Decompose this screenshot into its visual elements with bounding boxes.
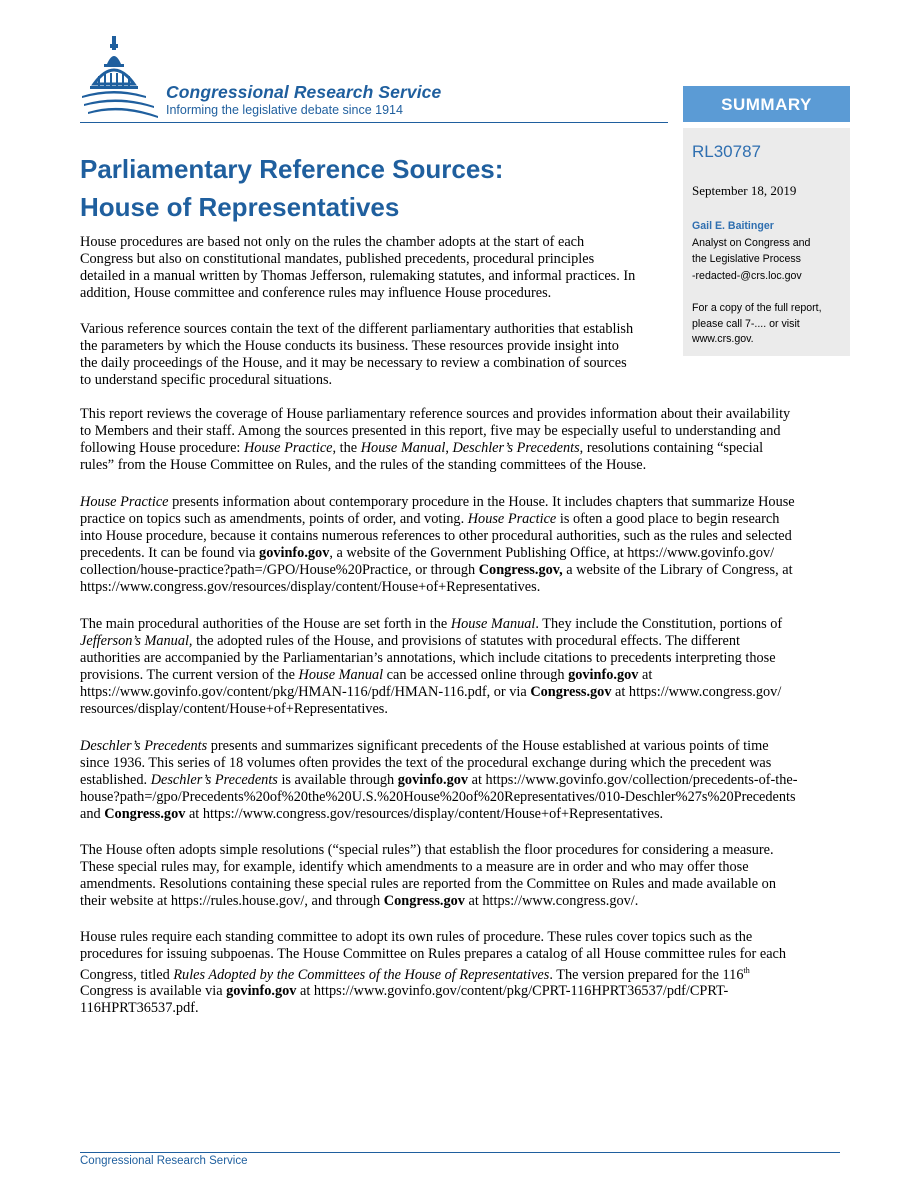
paragraph-line: authorities are accompanied by the Parliamentarian’s annotations, which include citations to precedents interpreting those xyxy=(80,649,776,666)
paragraph-line: The House often adopts simple resolutions (“special rules”) that establish the floor procedures for considering a measure. xyxy=(80,842,774,858)
paragraph-2 xyxy=(80,321,633,389)
paragraph-line: amendments. Resolutions containing these special rules are reported from the Committee on Rules and made available on xyxy=(80,875,776,892)
author-email: -redacted-@crs.loc.gov xyxy=(692,269,802,282)
author-block xyxy=(692,218,850,284)
paragraph-line: Jefferson’s Manual, the adopted rules of the House, and provisions of statutes with procedural effects. The different xyxy=(80,632,741,649)
paragraph-line: Congress, titled Rules Adopted by the Committees of the House of Representatives. The version prepared for the 116th xyxy=(80,965,750,983)
org-name: Congressional Research Service xyxy=(166,82,442,102)
paragraph-7 xyxy=(80,842,776,910)
paragraph-line: into House procedure, because it contains numerous references to other procedural authorities, such as the rules and selected xyxy=(80,527,792,544)
paragraph-8 xyxy=(80,929,786,1017)
paragraph-line: to Members and their staff. Among the sources presented in this report, five may be especially useful to understanding and xyxy=(80,422,781,439)
report-number: RL30787 xyxy=(692,142,762,161)
page-footer: Congressional Research Service xyxy=(80,1155,248,1167)
footer-divider xyxy=(80,1152,840,1153)
paragraph-5 xyxy=(80,616,782,717)
crs-logo xyxy=(80,34,480,124)
paragraph-line: provisions. The current version of the House Manual can be accessed online through govinfo.gov at xyxy=(80,666,653,683)
paragraph-6 xyxy=(80,738,798,823)
paragraph-line: addition, House committee and conference rules may influence House procedures. xyxy=(80,284,552,301)
paragraph-line: established. Deschler’s Precedents is available through govinfo.gov at https://www.govinfo.gov/collection/precedents-of-the- xyxy=(80,771,798,788)
report-title xyxy=(80,150,503,226)
paragraph-line: 116HPRT36537.pdf. xyxy=(80,1000,199,1017)
paragraph-line: precedents. It can be found via govinfo.gov, a website of the Government Publishing Office, at https://www.govinfo.gov/ xyxy=(80,544,775,561)
paragraph-line: rules” from the House Committee on Rules, and the rules of the standing committees of the House. xyxy=(80,456,647,473)
author-name: Gail E. Baitinger xyxy=(692,220,774,232)
author-title-line: Analyst on Congress and xyxy=(692,236,811,249)
paragraph-line: House Practice presents information about contemporary procedure in the House. It includes chapters that summarize House xyxy=(80,494,795,510)
report-date: September 18, 2019 xyxy=(692,183,797,198)
paragraph-4 xyxy=(80,494,795,595)
paragraph-line: and Congress.gov at https://www.congress.gov/resources/display/content/House+of+Representatives. xyxy=(80,805,664,822)
copy-note-line: For a copy of the full report, xyxy=(692,302,822,314)
paragraph-line: These special rules may, for example, identify which amendments to a measure are in order and who may offer those xyxy=(80,858,749,875)
summary-banner: SUMMARY xyxy=(683,86,850,122)
paragraph-line: This report reviews the coverage of House parliamentary reference sources and provides information about their availability xyxy=(80,406,791,422)
paragraph-line: Deschler’s Precedents presents and summarizes significant precedents of the House established at various points of time xyxy=(80,738,769,754)
paragraph-line: detailed in a manual written by Thomas Jefferson, rulemaking statutes, and informal practices. In xyxy=(80,267,636,284)
copy-request-note xyxy=(692,301,822,348)
capitol-dome-icon xyxy=(80,34,164,124)
author-title-line: the Legislative Process xyxy=(692,253,801,265)
copy-note-line: please call 7-.... or visit xyxy=(692,317,800,330)
paragraph-line: their website at https://rules.house.gov/, and through Congress.gov at https://www.congress.gov/. xyxy=(80,892,639,909)
paragraph-line: Congress is available via govinfo.gov at https://www.govinfo.gov/content/pkg/CPRT-116HPRT36537/pdf/CPRT- xyxy=(80,983,729,1000)
title-line: Parliamentary Reference Sources: xyxy=(80,154,504,184)
paragraph-line: resources/display/content/House+of+Representatives. xyxy=(80,700,388,717)
paragraph-line: Various reference sources contain the text of the different parliamentary authorities that establish xyxy=(80,321,634,337)
paragraph-line: the parameters by which the House conducts its business. These resources provide insight into xyxy=(80,337,619,354)
title-line: House of Representatives xyxy=(80,192,400,222)
paragraph-line: https://www.govinfo.gov/content/pkg/HMAN-116/pdf/HMAN-116.pdf, or via Congress.gov at https://www.congress.gov/ xyxy=(80,683,782,700)
paragraph-line: house?path=/gpo/Precedents%20of%20the%20U.S.%20House%20of%20Representatives/010-Deschler%27s%20Precedents xyxy=(80,788,796,805)
paragraph-line: Congress but also on constitutional mandates, published precedents, procedural principles xyxy=(80,250,595,267)
paragraph-line: following House procedure: House Practice, the House Manual, Deschler’s Precedents, resolutions containing “special xyxy=(80,439,764,456)
copy-note-line[interactable]: www.crs.gov. xyxy=(692,333,754,345)
paragraph-line: since 1936. This series of 18 volumes often provides the text of the procedural exchange during which the precedent was xyxy=(80,754,772,771)
paragraph-1 xyxy=(80,234,635,302)
paragraph-line: practice on topics such as amendments, points of order, and voting. House Practice is often a good place to begin research xyxy=(80,510,780,527)
paragraph-line: House procedures are based not only on the rules the chamber adopts at the start of each xyxy=(80,234,585,250)
paragraph-line: The main procedural authorities of the House are set forth in the House Manual. They include the Constitution, portions of xyxy=(80,616,783,632)
paragraph-line: procedures for issuing subpoenas. The House Committee on Rules prepares a catalog of all House committee rules for each xyxy=(80,945,787,962)
paragraph-line: collection/house-practice?path=/GPO/House%20Practice, or through Congress.gov, a website of the Library of Congress, at xyxy=(80,561,793,578)
org-tagline: Informing the legislative debate since 1914 xyxy=(166,103,403,117)
paragraph-line: House rules require each standing committee to adopt its own rules of procedure. These rules cover topics such as the xyxy=(80,929,753,945)
paragraph-3 xyxy=(80,406,790,474)
paragraph-line: to understand specific procedural situations. xyxy=(80,371,333,388)
paragraph-line: the daily proceedings of the House, and it may be necessary to review a combination of sources xyxy=(80,354,627,371)
paragraph-line: https://www.congress.gov/resources/display/content/House+of+Representatives. xyxy=(80,578,541,595)
header-divider xyxy=(80,122,668,123)
